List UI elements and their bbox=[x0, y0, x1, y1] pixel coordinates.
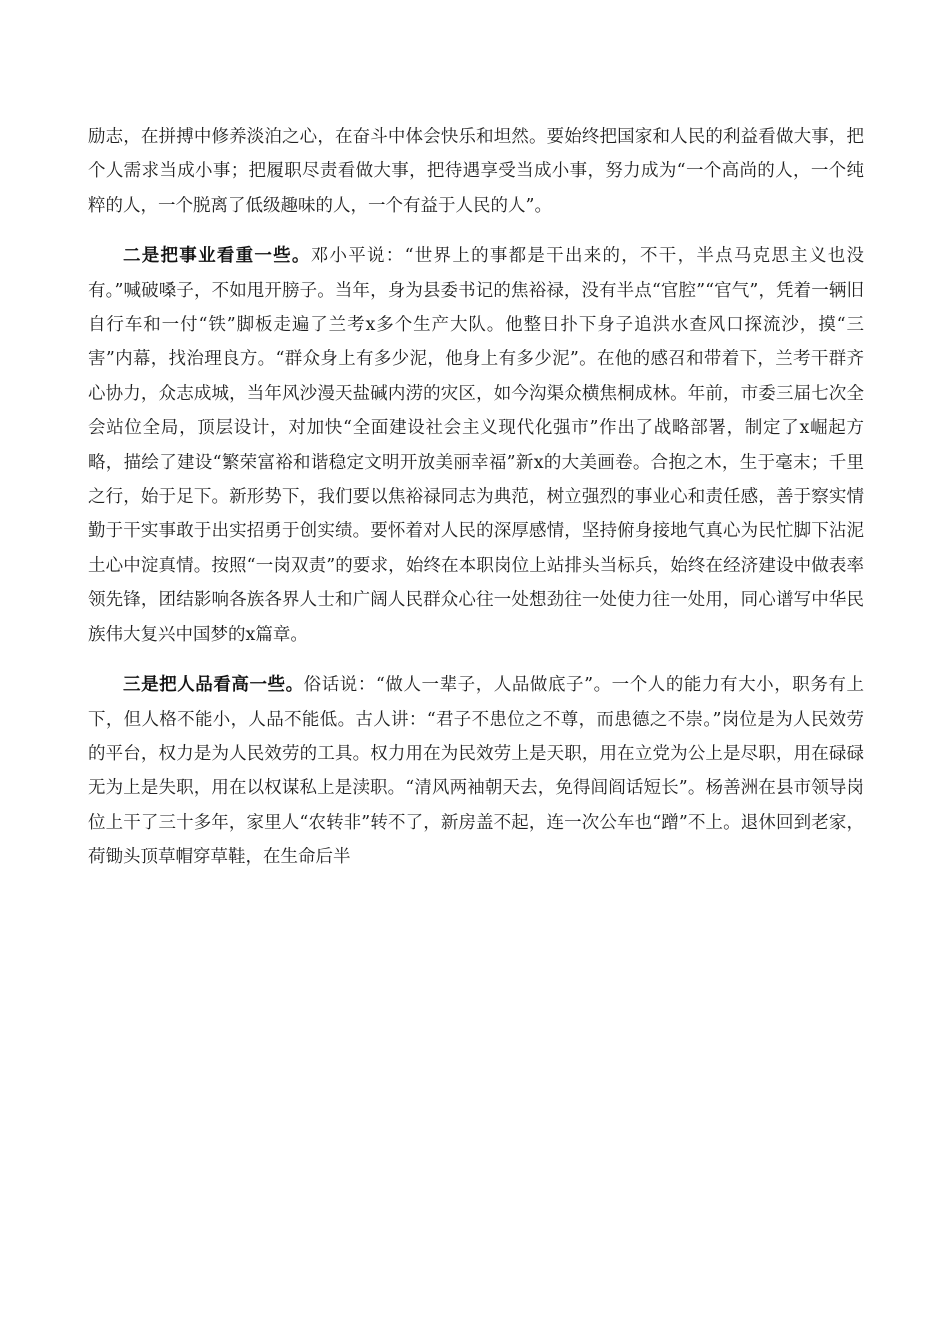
paragraph-heading: 二是把事业看重一些。 bbox=[123, 246, 311, 267]
paragraph-heading: 三是把人品看高一些。 bbox=[123, 675, 304, 696]
paragraph-continuation bbox=[88, 120, 864, 223]
document-body bbox=[88, 120, 864, 891]
paragraph-career bbox=[88, 239, 864, 652]
paragraph-text: 励志，在拼搏中修养淡泊之心，在奋斗中体会快乐和坦然。要始终把国家和人民的利益看做大事，把个人需求当成小事；把履职尽责看做大事，把待遇享受当成小事，努力成为“一个高尚的人，一个纯粹的人，一个脱离了低级趣味的人，一个有益于人民的人”。 bbox=[88, 127, 864, 216]
paragraph-text: 俗话说：“做人一辈子，人品做底子”。一个人的能力有大小，职务有上下，但人格不能小，人品不能低。古人讲：“君子不患位之不尊，而患德之不崇。”岗位是为人民效劳的平台，权力是为人民效劳的工具。权力用在为民效劳上是天职，用在立党为公上是尽职，用在碌碌无为上是失职，用在以权谋私上是渎职。“清风两袖朝天去，免得闾阎话短长”。杨善洲在县市领导岗位上干了三十多年，家里人“农转非”转不了，新房盖不起，连一次公车也“蹭”不上。退休回到老家，荷锄头顶草帽穿草鞋，在生命后半 bbox=[88, 675, 864, 868]
paragraph-character bbox=[88, 668, 864, 874]
paragraph-text: 邓小平说：“世界上的事都是干出来的，不干，半点马克思主义也没有。”喊破嗓子，不如甩开膀子。当年，身为县委书记的焦裕禄，没有半点“官腔”“官气”，凭着一辆旧自行车和一付“铁”脚板走遍了兰考x多个生产大队。他整日扑下身子追洪水查风口探流沙，摸“三害”内幕，找治理良方。“群众身上有多少泥，他身上有多少泥”。在他的感召和带着下，兰考干群齐心协力，众志成城，当年风沙漫天盐碱内涝的灾区，如今沟渠众横焦桐成林。年前，市委三届七次全会站位全局，顶层设计，对加快“全面建设社会主义现代化强市”作出了战略部署，制定了x崛起方略，描绘了建设“繁荣富裕和谐稳定文明开放美丽幸福”新x的大美画卷。合抱之木，生于毫末；千里之行，始于足下。新形势下，我们要以焦裕禄同志为典范，树立强烈的事业心和责任感，善于察实情勤于干实事敢于出实招勇于创实绩。要怀着对人民的深厚感情，坚持俯身接地气真心为民忙脚下沾泥土心中淀真情。按照“一岗双责”的要求，始终在本职岗位上站排头当标兵，始终在经济建设中做表率领先锋，团结影响各族各界人士和广阔人民群众心往一处想劲往一处使力往一处用，同心谱写中华民族伟大复兴中国梦的x篇章。 bbox=[88, 246, 865, 645]
